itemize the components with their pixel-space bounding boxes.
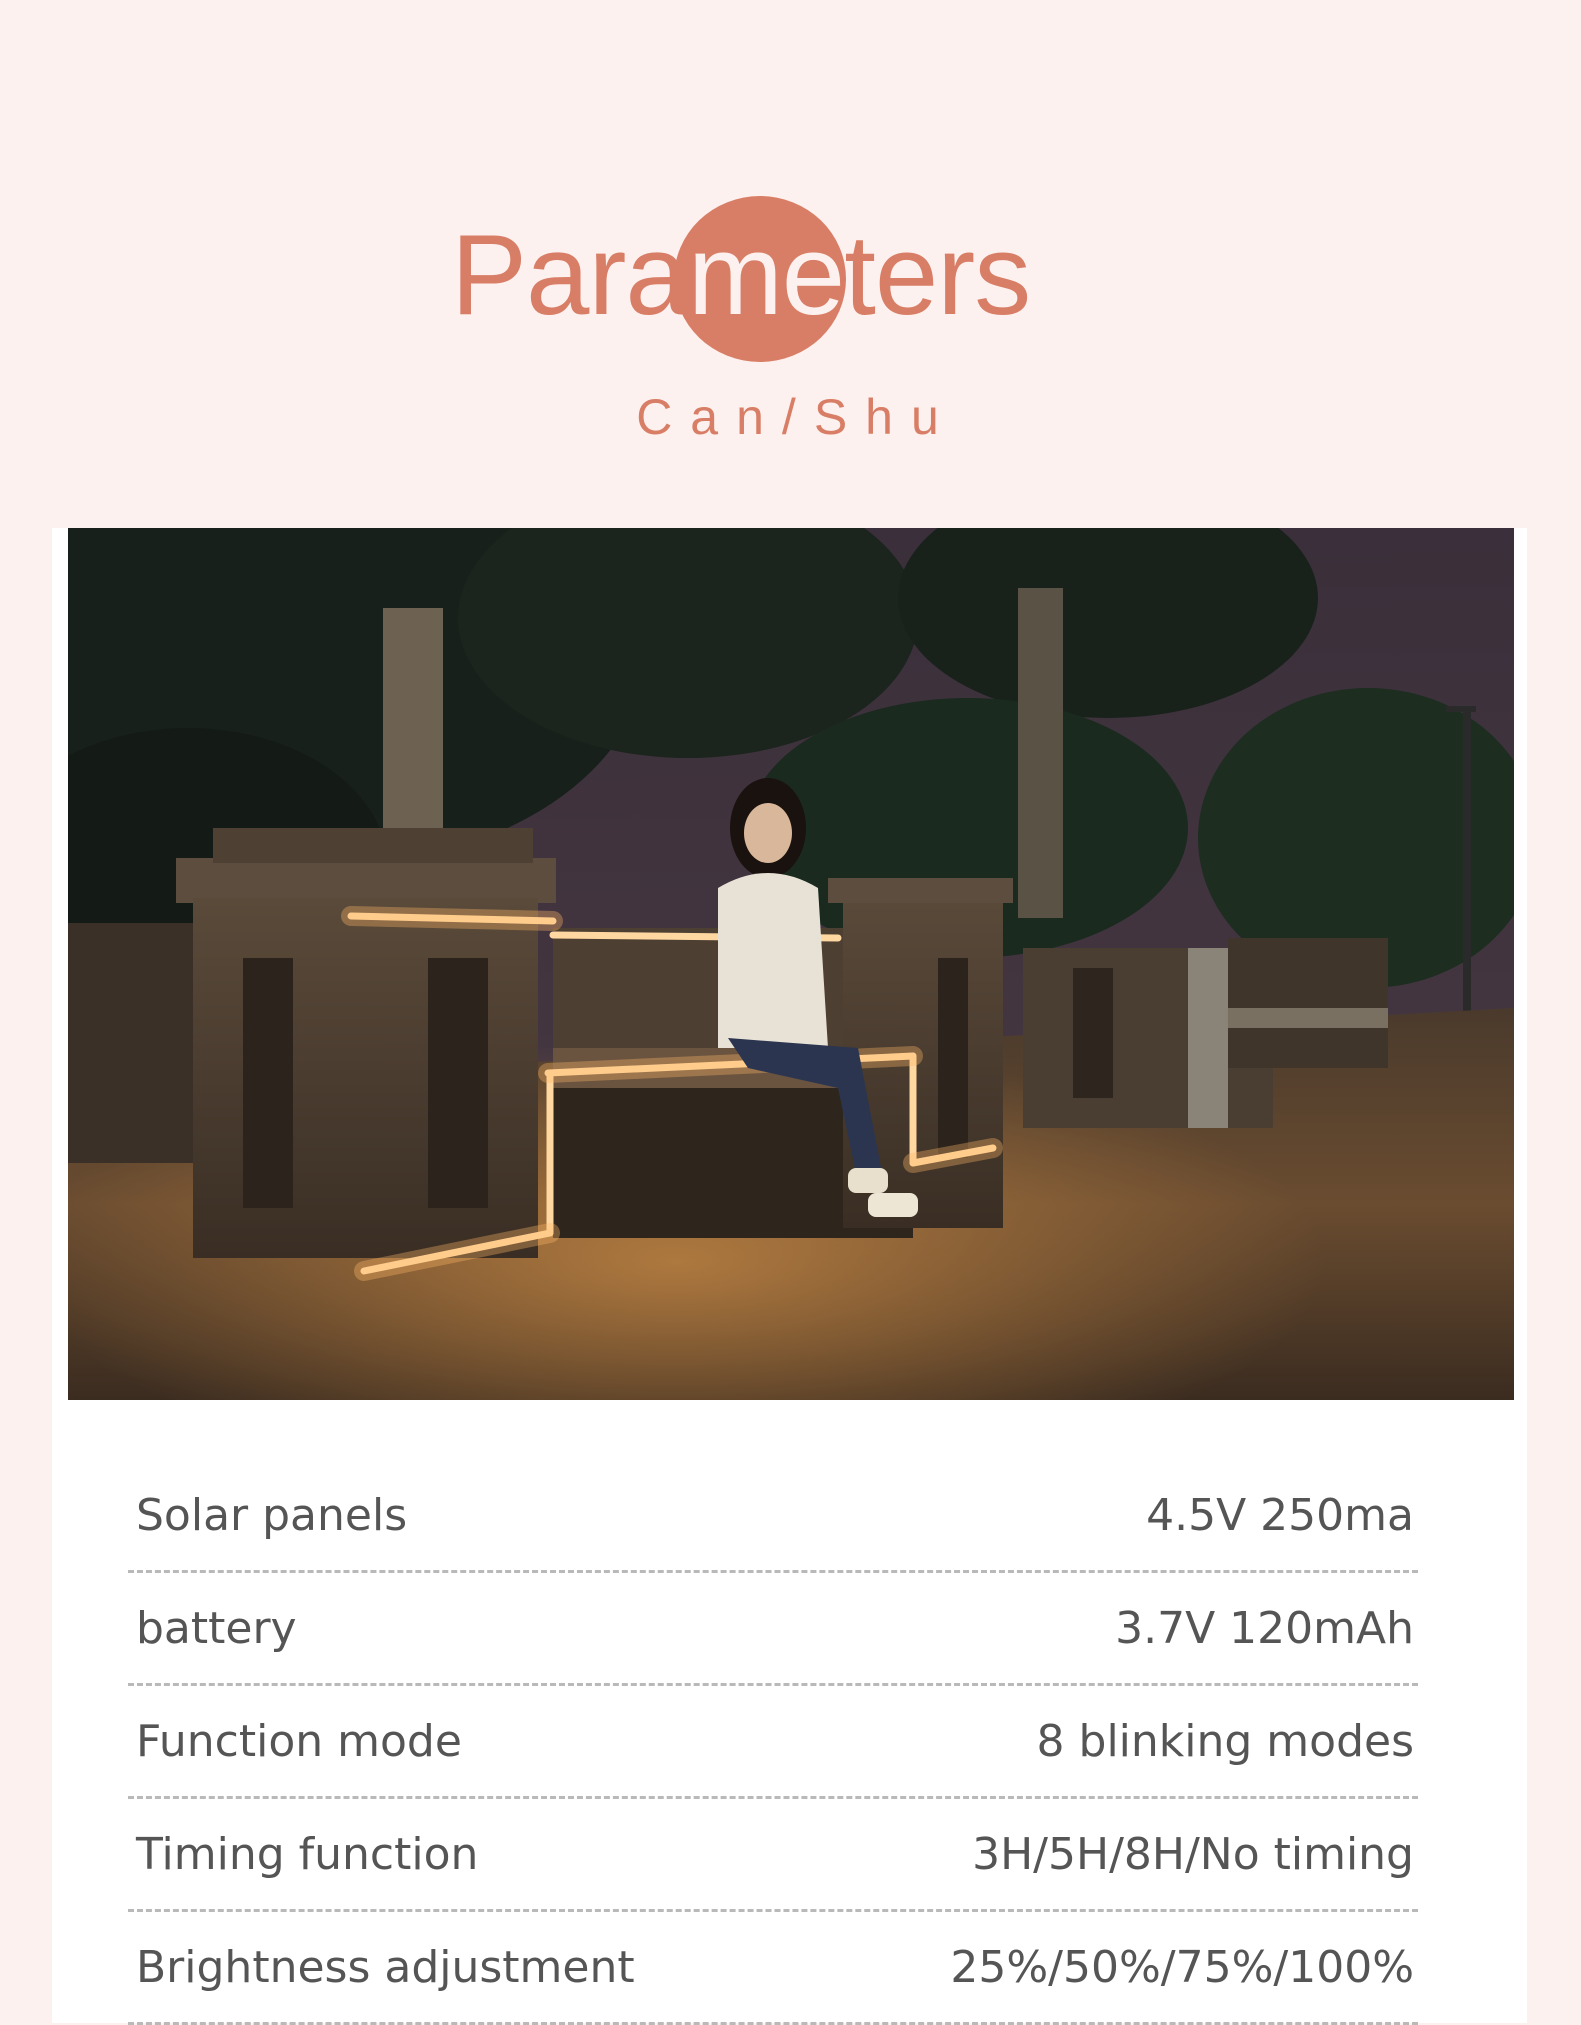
spec-label: Solar panels bbox=[136, 1489, 408, 1541]
content-card bbox=[52, 528, 1527, 2023]
spec-value: 3H/5H/8H/No timing bbox=[972, 1828, 1414, 1880]
spec-label: Brightness adjustment bbox=[136, 1941, 635, 1993]
spec-row bbox=[128, 1912, 1418, 2025]
spec-label: Function mode bbox=[136, 1715, 462, 1767]
title-part-end: ters bbox=[844, 212, 1031, 339]
title-part-highlight: me bbox=[687, 212, 845, 339]
page-title bbox=[451, 206, 1030, 346]
spec-row bbox=[128, 1460, 1418, 1573]
night-bench-scene-image bbox=[68, 528, 1514, 1400]
spec-label: Timing function bbox=[136, 1828, 479, 1880]
product-photo bbox=[68, 528, 1514, 1400]
spec-row bbox=[128, 1573, 1418, 1686]
spec-value: 3.7V 120mAh bbox=[1115, 1602, 1414, 1654]
spec-value: 4.5V 250ma bbox=[1146, 1489, 1414, 1541]
spec-table bbox=[128, 1460, 1418, 2025]
spec-value: 25%/50%/75%/100% bbox=[950, 1941, 1414, 1993]
page-subtitle: Can/Shu bbox=[636, 389, 957, 445]
spec-row bbox=[128, 1686, 1418, 1799]
spec-row bbox=[128, 1799, 1418, 1912]
title-part-start: Para bbox=[451, 212, 688, 339]
header bbox=[0, 0, 1581, 520]
spec-value: 8 blinking modes bbox=[1036, 1715, 1414, 1767]
spec-label: battery bbox=[136, 1602, 297, 1654]
title-block bbox=[451, 196, 1051, 366]
